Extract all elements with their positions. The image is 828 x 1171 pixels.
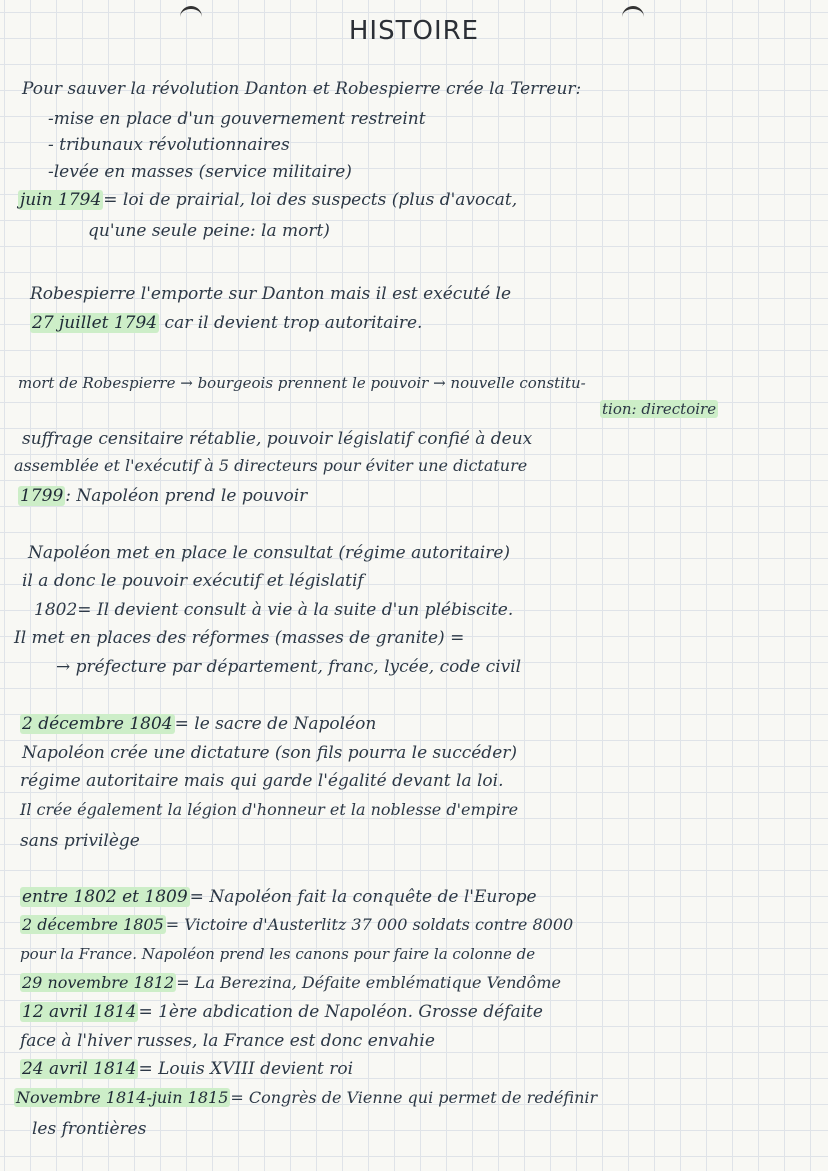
note-line: [32, 1118, 146, 1140]
date-highlight: juin 1794: [20, 190, 102, 210]
note-line: [18, 485, 307, 507]
note-line: [20, 1001, 543, 1023]
note-line: [20, 1030, 435, 1052]
note-text: mort de Robespierre → bourgeois prennent le pouvoir → nouvelle constitu-: [18, 374, 586, 392]
note-text: sans privilège: [20, 831, 140, 851]
note-line: [48, 161, 352, 183]
note-line: [20, 713, 376, 735]
note-text: Robespierre l'emporte sur Danton mais il est exécuté le: [30, 284, 512, 304]
note-line: [28, 542, 510, 564]
note-text: -mise en place d'un gouvernement restreint: [48, 109, 426, 129]
note-text: il a donc le pouvoir exécutif et législatif: [22, 571, 364, 591]
note-line: [20, 799, 518, 821]
date-highlight: Novembre 1814-juin 1815: [16, 1088, 229, 1107]
note-text: Pour sauver la révolution Danton et Robespierre crée la Terreur:: [22, 79, 582, 99]
note-line: [22, 742, 517, 764]
note-line: [22, 570, 364, 592]
note-line: [22, 78, 581, 100]
note-text: = 1ère abdication de Napoléon. Grosse défaite: [138, 1002, 543, 1022]
date-highlight: 2 décembre 1804: [22, 714, 173, 734]
note-text: 1802: [34, 600, 78, 620]
note-text: suffrage censitaire rétablie, pouvoir législatif confié à deux: [22, 429, 533, 449]
note-line: [20, 972, 561, 994]
note-text: régime autoritaire mais qui garde l'égalité devant la loi.: [20, 771, 504, 791]
note-text: = Louis XVIII devient roi: [138, 1059, 354, 1079]
date-highlight: 29 novembre 1812: [22, 973, 175, 992]
date-highlight: 12 avril 1814: [22, 1002, 137, 1022]
note-text: qu'une seule peine: la mort): [88, 221, 330, 241]
note-text: = Victoire d'Austerlitz 37 000 soldats contre 8000: [165, 915, 574, 934]
note-text: = le sacre de Napoléon: [174, 714, 377, 734]
note-line: [88, 220, 330, 242]
note-text: Il crée également la légion d'honneur et la noblesse d'empire: [20, 800, 519, 819]
note-text: : Napoléon prend le pouvoir: [65, 486, 308, 506]
note-line: [20, 830, 140, 852]
note-text: car il devient trop autoritaire.: [164, 313, 423, 333]
date-highlight: 24 avril 1814: [22, 1059, 137, 1079]
note-line: [14, 455, 527, 477]
note-line: [20, 943, 535, 965]
note-text: face à l'hiver russes, la France est donc envahie: [20, 1031, 435, 1051]
note-text: = La Berezina, Défaite emblématique Vendôme: [176, 973, 561, 992]
note-line: [18, 372, 586, 394]
note-text: -levée en masses (service militaire): [48, 162, 352, 182]
note-line: [20, 770, 504, 792]
note-line: [14, 1087, 597, 1109]
note-line: [48, 108, 426, 130]
date-highlight: 1799: [20, 486, 64, 506]
note-text: Napoléon crée une dictature (son fils pourra le succéder): [22, 743, 518, 763]
note-line: [20, 914, 573, 936]
note-line: [56, 656, 521, 678]
note-text: Il met en places des réformes (masses de granite) =: [14, 628, 465, 648]
note-text: les frontières: [32, 1119, 147, 1139]
note-text: = loi de prairial, loi des suspects (plus d'avocat,: [103, 190, 518, 210]
note-line: [20, 1058, 353, 1080]
note-line: [20, 886, 537, 908]
note-text: = Il devient consult à vie à la suite d'un plébiscite.: [77, 600, 514, 620]
note-line: [48, 134, 290, 156]
note-line: [18, 189, 517, 211]
date-highlight: 2 décembre 1805: [22, 915, 164, 934]
note-text: tion: directoire: [602, 400, 717, 418]
note-text: = Napoléon fait la conquête de l'Europe: [189, 887, 537, 907]
note-line: [14, 627, 464, 649]
note-text: Napoléon met en place le consultat (régime autoritaire): [28, 543, 511, 563]
note-line: [34, 599, 513, 621]
note-text: pour la France. Napoléon prend les canons pour faire la colonne de: [20, 945, 536, 963]
note-line: [22, 428, 532, 450]
page-title: HISTOIRE: [348, 16, 480, 46]
note-text: = Congrès de Vienne qui permet de redéfinir: [230, 1088, 598, 1107]
note-line: [30, 283, 511, 305]
note-line: [600, 398, 718, 420]
date-highlight: 27 juillet 1794: [32, 313, 158, 333]
note-text: → préfecture par département, franc, lycée, code civil: [56, 657, 522, 677]
note-line: [30, 312, 422, 334]
date-highlight: entre 1802 et 1809: [22, 887, 188, 907]
note-text: assemblée et l'exécutif à 5 directeurs pour éviter une dictature: [14, 456, 528, 475]
note-text: - tribunaux révolutionnaires: [48, 135, 290, 155]
